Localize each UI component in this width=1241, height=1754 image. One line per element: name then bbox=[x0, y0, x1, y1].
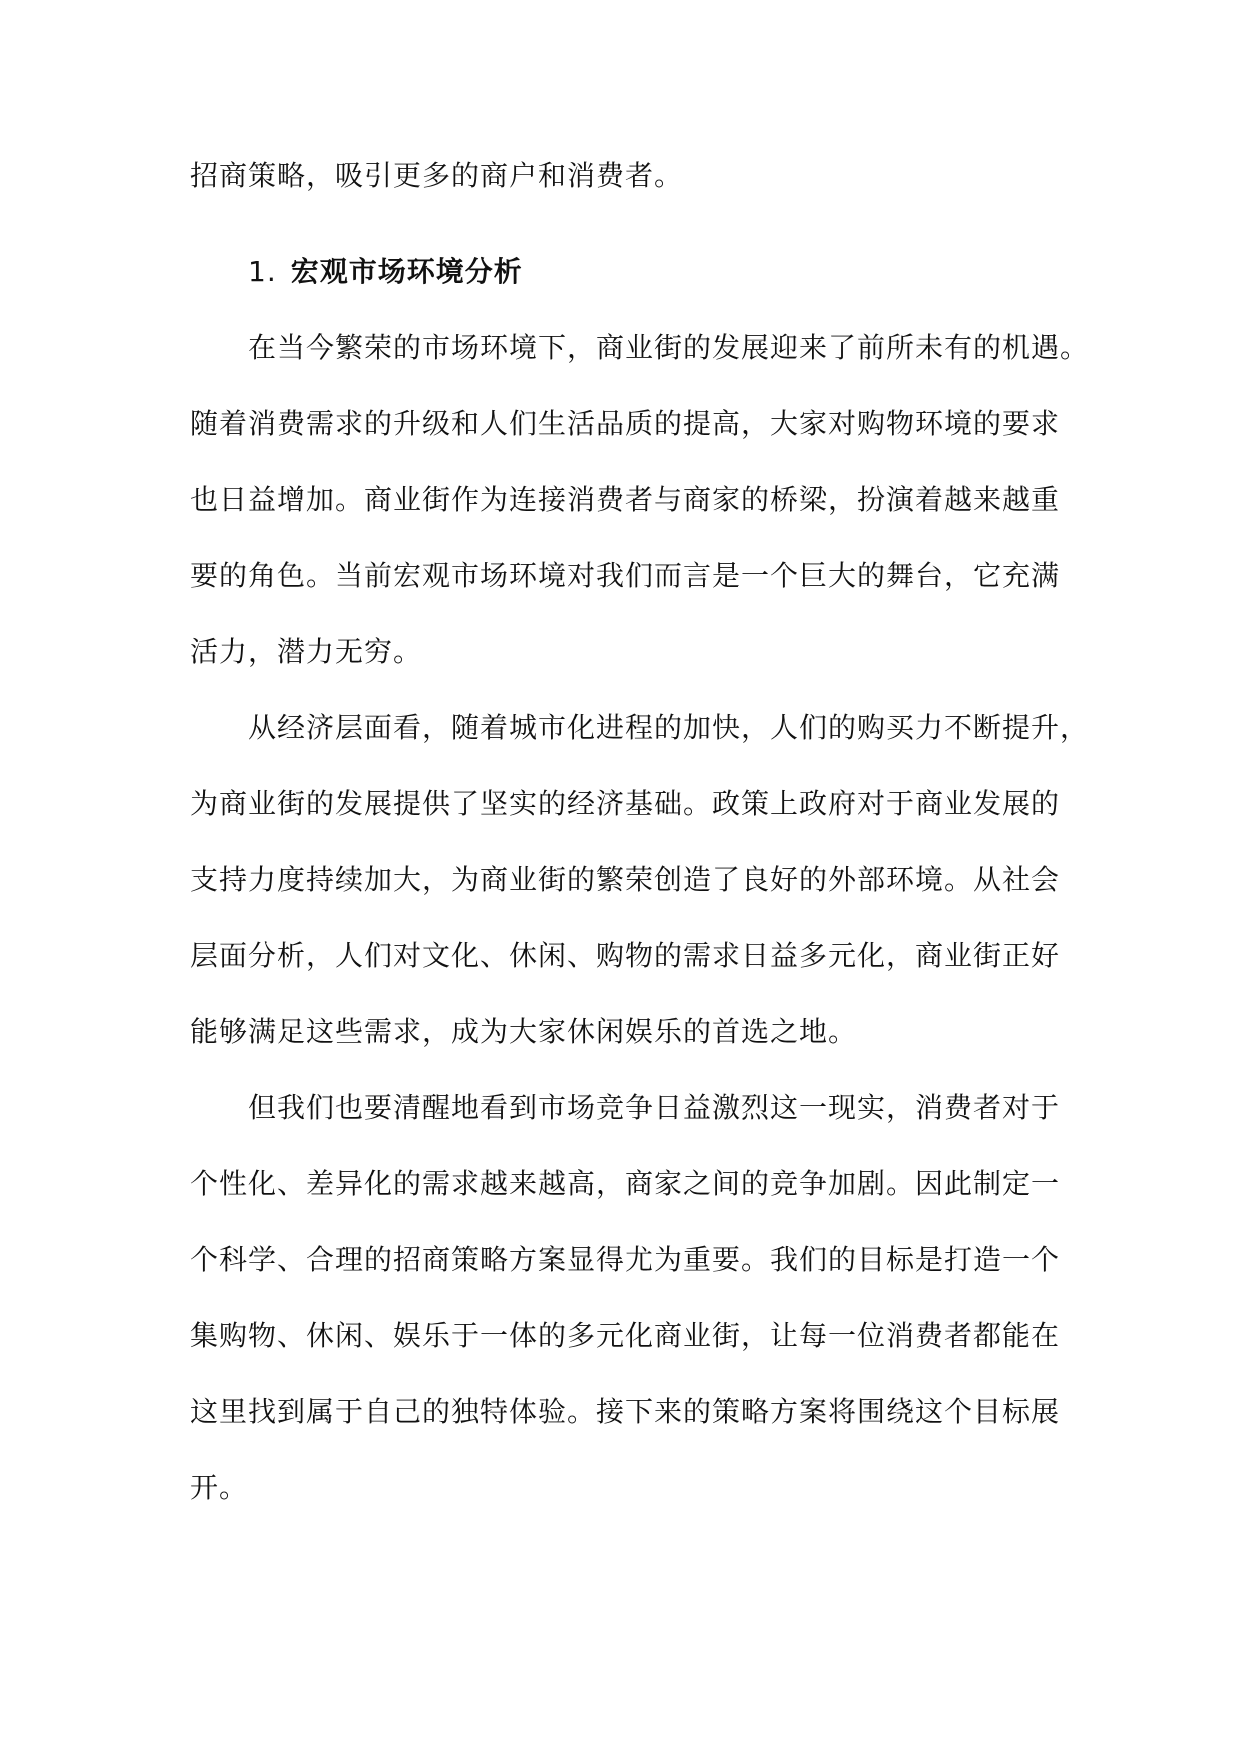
paragraph-line: 开。 bbox=[190, 1471, 249, 1504]
paragraph-line: 支持力度持续加大，为商业街的繁荣创造了良好的外部环境。从社会 bbox=[190, 863, 1061, 896]
paragraph-1 bbox=[190, 310, 1090, 690]
lead-line: 招商策略，吸引更多的商户和消费者。 bbox=[190, 159, 684, 192]
paragraph-line: 能够满足这些需求，成为大家休闲娱乐的首选之地。 bbox=[190, 1015, 858, 1048]
body-text bbox=[190, 138, 1090, 1526]
paragraph-line: 这里找到属于自己的独特体验。接下来的策略方案将围绕这个目标展 bbox=[190, 1395, 1061, 1428]
section-heading bbox=[190, 234, 1058, 310]
paragraph-line: 从经济层面看，随着城市化进程的加快，人们的购买力不断提升， bbox=[248, 711, 1090, 744]
paragraph-line: 集购物、休闲、娱乐于一体的多元化商业街，让每一位消费者都能在 bbox=[190, 1319, 1061, 1352]
paragraph-line: 活力，潜力无穷。 bbox=[190, 635, 423, 668]
paragraph-line: 在当今繁荣的市场环境下，商业街的发展迎来了前所未有的机遇。 bbox=[248, 331, 1090, 364]
paragraph-line: 也日益增加。商业街作为连接消费者与商家的桥梁，扮演着越来越重 bbox=[190, 483, 1061, 516]
paragraph-line: 个性化、差异化的需求越来越高，商家之间的竞争加剧。因此制定一 bbox=[190, 1167, 1061, 1200]
section-title: 宏观市场环境分析 bbox=[290, 255, 523, 288]
section-number: 1. bbox=[248, 255, 277, 288]
paragraph-line: 随着消费需求的升级和人们生活品质的提高，大家对购物环境的要求 bbox=[190, 407, 1061, 440]
paragraph-line: 但我们也要清醒地看到市场竞争日益激烈这一现实，消费者对于 bbox=[248, 1091, 1061, 1124]
paragraph-line: 个科学、合理的招商策略方案显得尤为重要。我们的目标是打造一个 bbox=[190, 1243, 1061, 1276]
paragraph-line: 要的角色。当前宏观市场环境对我们而言是一个巨大的舞台，它充满 bbox=[190, 559, 1061, 592]
paragraph-3 bbox=[190, 1070, 1061, 1526]
paragraph-line: 层面分析，人们对文化、休闲、购物的需求日益多元化，商业街正好 bbox=[190, 939, 1061, 972]
paragraph-line: 为商业街的发展提供了坚实的经济基础。政策上政府对于商业发展的 bbox=[190, 787, 1061, 820]
paragraph-2 bbox=[190, 690, 1090, 1070]
